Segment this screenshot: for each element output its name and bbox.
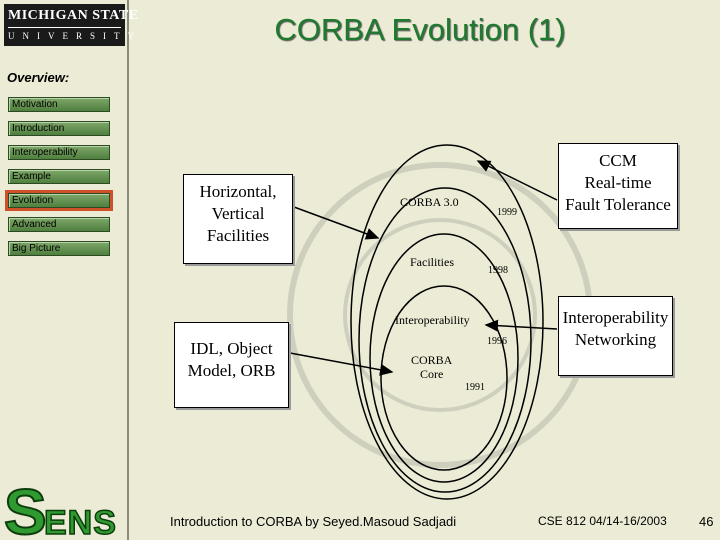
label-1998: 1998 — [488, 265, 508, 276]
label-1991: 1991 — [465, 382, 485, 393]
page-number: 46 — [699, 514, 714, 529]
label-1999: 1999 — [497, 207, 517, 218]
slide-title: CORBA Evolution (1) — [274, 12, 566, 47]
label-interoperability: Interoperability — [395, 313, 470, 327]
nav-big-picture[interactable]: Big Picture — [8, 241, 110, 256]
nav-evolution[interactable]: Evolution — [8, 193, 110, 208]
arrow-idl — [290, 353, 392, 372]
logo-line-2: UNIVERSITY — [8, 31, 142, 41]
label-facilities: Facilities — [410, 255, 454, 269]
nav-interoperability[interactable]: Interoperability — [8, 145, 110, 160]
note-horizontal-facilities: Horizontal, Vertical Facilities — [183, 174, 293, 264]
label-corba-core-2: Core — [420, 367, 444, 381]
label-1996: 1996 — [487, 336, 507, 347]
sens-logo-ens: ENS — [44, 504, 117, 538]
footer-course: CSE 812 04/14-16/2003 — [538, 514, 667, 528]
nav-example[interactable]: Example — [8, 169, 110, 184]
note-interop-networking: Interoperability Networking — [558, 296, 673, 376]
arrow-horizontal — [294, 207, 378, 238]
label-corba3: CORBA 3.0 — [400, 195, 459, 209]
nav-advanced[interactable]: Advanced — [8, 217, 110, 232]
sens-logo-s: S — [4, 478, 47, 538]
footer-title: Introduction to CORBA by Seyed.Masoud Sadjadi — [170, 514, 457, 529]
arrow-ccm — [478, 161, 557, 200]
nav-introduction[interactable]: Introduction — [8, 121, 110, 136]
logo-line-1: MICHIGAN STATE — [8, 8, 139, 23]
note-ccm: CCM Real-time Fault Tolerance — [558, 143, 678, 229]
note-idl-orb: IDL, Object Model, ORB — [174, 322, 289, 408]
label-corba-core-1: CORBA — [411, 353, 453, 367]
overview-heading: Overview: — [7, 70, 70, 85]
nav-motivation[interactable]: Motivation — [8, 97, 110, 112]
